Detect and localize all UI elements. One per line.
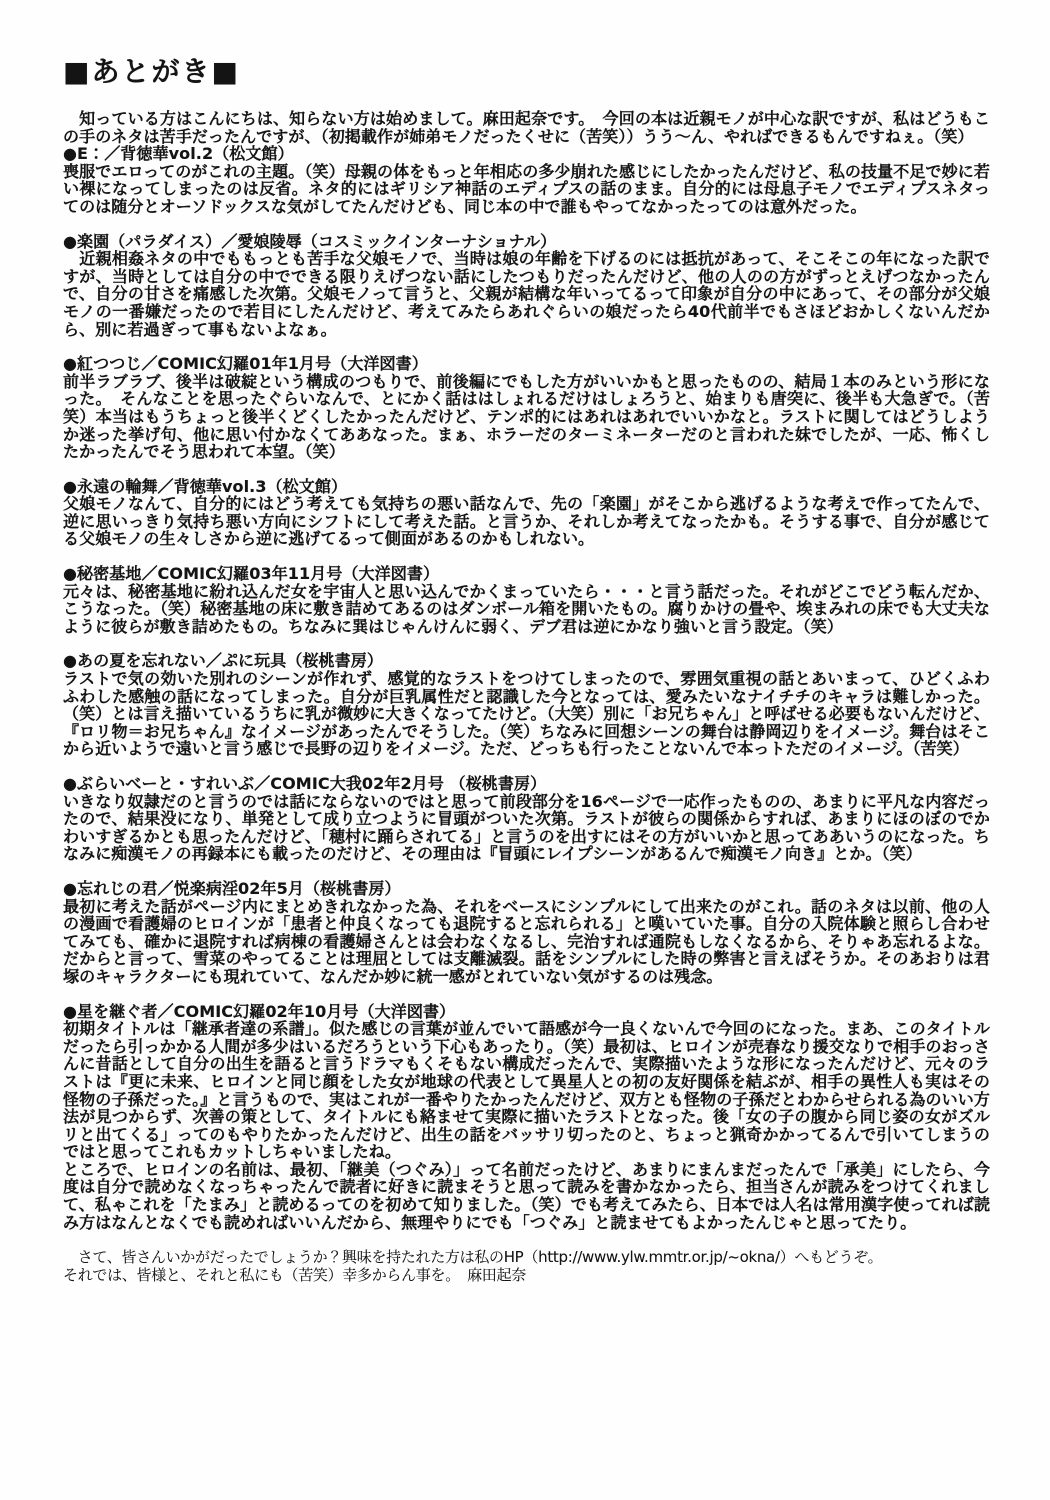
section-himitsu-kichi — [63, 565, 990, 635]
section-body-continued: ところで、ヒロインの名前は、最初、「継美（つぐみ）」って名前だったけど、あまりにまんまだったんで「承美」にしたら、今度は自分で読めなくなっちゃったんで読者に好きに読まそうと思って読みを書かなかったら、担当さんが読みをつけてくれまして、私ゃこれを「たまみ」と読めるってのを初めて知りました。（笑）でも考えてみたら、日本では人名は常用漢字使ってれば読み方はなんとなくでも読めればいいんだから、無理やりにでも「つぐみ」と読ませてもよかったんじゃと思ってたり。 — [63, 1159, 990, 1232]
intro-paragraph: 知っている方はこんにちは、知らない方は始めまして。麻田起奈です。 今回の本は近親モノが中心な訳ですが、私はどうもこの手のネタは苦手だったんですが、（初掲載作が姉弟モノだったくせに（苦笑））うう～ん、やればできるもんですねぇ。（笑） — [63, 109, 990, 146]
section-heading: ●E：／背徳華vol.2（松文館） — [63, 144, 294, 164]
section-body: 喪服でエロってのがこれの主題。（笑）母親の体をもっと年相応の多少崩れた感じにしたかったんだけど、私の技量不足で妙に若い裸になってしまったのは反省。ネタ的にはギリシア神話のエディプスの話のまま。自分的には母息子モノでエディプスネタってのは随分とオーソドックスな気がしてたんだけども、同じ本の中で誰もやってなかったってのは意外だった。 — [63, 161, 990, 216]
section-hoshi-wo-tsugu-mono — [63, 1003, 990, 1232]
section-body: 父娘モノなんて、自分的にはどう考えても気持ちの悪い話なんで、先の「楽園」がそこから逃げるような考えで作ってたんで、逆に思いっきり気持ち悪い方向にシフトにして考えた話。と言うか、それしか考えてなったかも。そうする事で、自分が感じてる父娘モノの生々しさから逆に逃げてるって側面があるのかもしれない。 — [63, 494, 990, 549]
section-heading: ●星を継ぐ者／COMIC幻羅02年10月号（大洋図書） — [63, 1001, 456, 1021]
section-heading: ●永遠の輪舞／背徳華vol.3（松文館） — [63, 476, 348, 496]
section-ano-natsu — [63, 652, 990, 758]
section-body: 初期タイトルは「継承者達の系譜」。似た感じの言葉が並んでいて語感が今一良くないんで今回のになった。まあ、このタイトルだったら引っかかる人間が多少はいるだろうという下心もあったり。（笑）最初は、ヒロインが売春なり援交なりで相手のおっさんに昔話として自分の出生を語ると言うドラマもくそもない構成だったんで、実際描いたような形になったんだけど、元々のラストは『更に未来、ヒロインと同じ顔をした女が地球の代表として異星人との初の友好関係を結ぶが、相手の異性人も実はその怪物の子孫だった。』と言うもので、実はこれが一番やりたかったんだけど、双方とも怪物の子孫だとわからせられる為のいい方法が見つからず、次善の策として、タイトルにも絡ませて実際に描いたラストとなった。後「女の子の腹から同じ姿の女がズルリと出てくる」ってのもやりたかったんだけど、出生の話をバッサリ切ったのと、ちょっと猟奇かかってるんで引いてしまうのではと思ってこれもカットしちゃいましたね。 — [63, 1019, 990, 1162]
section-heading: ●あの夏を忘れない／ぷに玩具（桜桃書房） — [63, 651, 383, 671]
section-benitsutsuji — [63, 355, 990, 461]
section-heading: ●秘密基地／COMIC幻羅03年11月号（大洋図書） — [63, 564, 440, 584]
section-heading: ●紅つつじ／COMIC幻羅01年1月号（大洋図書） — [63, 354, 428, 374]
section-body: いきなり奴隷だのと言うのでは話にならないのではと思って前段部分を16ページで一応作ったものの、あまりに平凡な内容だったので、結果没になり、単発として成り立つように冒頭がついた次第。ラストが彼らの関係からすれば、あまりにほのぼのでかわいすぎるかとも思ったんだけど、「穂村に踊らされてる」と言うのを出すにはその方がいいかと思ってああいうのになった。ちなみに痴漢モノの再録本にも載ったのだけど、その理由は『冒頭にレイプシーンがあるんで痴漢モノ向き』とか。（笑） — [63, 791, 990, 864]
section-body: 前半ラブラブ、後半は破綻という構成のつもりで、前後編にでもした方がいいかもと思ったものの、結局１本のみという形になった。 そんなことを思ったぐらいなんで、とにかく話ははしょれるだけはしょろうと、始まりも唐突に、後半も大急ぎで。（苦笑）本当はもうちょっと後半くどくしたかったんだけど、テンポ的にはあれはあれでいいかなと。ラストに関してはどうしようか迷った挙げ句、他に思い付かなくてああなった。まぁ、ホラーだのターミネーターだのと言われた妹でしたが、一応、怖くしたかったんでそう思われて本望。（笑） — [63, 371, 990, 462]
section-body: 近親相姦ネタの中でももっとも苦手な父娘モノで、当時は娘の年齢を下げるのには抵抗があって、そこそこの年になった訳ですが、当時としては自分の中でできる限りえげつない話にしたつもりだったんだけど、他の人のの方がずっとえげつなかったんで、自分の甘さを痛感した次第。父娘モノって言うと、父親が結構な年いってるって印象が自分の中にあって、その部分が父娘モノの一番嫌だったので若目にしたんだけど、考えてみたらあれぐらいの娘だったら40代前半でもさほどおかしくないんだから、別に若過ぎって事もないよなぁ。 — [63, 249, 990, 339]
section-body: ラストで気の効いた別れのシーンが作れず、感覚的なラストをつけてしまったので、雰囲気重視の話とあいまって、ひどくふわふわした感触の話になってしまった。自分が巨乳属性だと認識した今となっては、愛みたいなナイチチのキャラは難しかった。（笑）とは言え描いているうちに乳が微妙に大きくなってたけど。（大笑）別に「お兄ちゃん」と呼ばせる必要もないんだけど、『ロリ物＝お兄ちゃん』なイメージがあったんでそうした。（笑）ちなみに回想シーンの舞台は静岡辺りをイメージ。舞台はそこから近いようで遠いと言う感じで長野の辺りをイメージ。ただ、どっちも行ったことないんで本っトただのイメージ。（苦笑） — [63, 669, 990, 759]
closing-block — [63, 1248, 990, 1284]
section-heading: ●忘れじの君／悦楽病淫02年5月（桜桃書房） — [63, 878, 401, 898]
closing-line-signature: それでは、皆様と、それと私にも（苦笑）幸多からん事を。 麻田起奈 — [63, 1266, 526, 1285]
section-heading: ●楽園（パラダイス）／愛娘陵辱（コスミックインターナショナル） — [63, 231, 557, 251]
section-private-slave — [63, 775, 990, 863]
section-body: 最初に考えた話がページ内にまとめきれなかった為、それをベースにシンプルにして出来たのがこれ。話のネタは以前、他の人の漫画で看護婦のヒロインが「患者と仲良くなっても退院すると忘れられる」と嘆いていた事。自分の入院体験と照らし合わせてみても、確かに退院すれば病棟の看護婦さんとは会わなくなるし、完治すれば通院もしなくなるから、そりゃあ忘れるよな。だからと言って、雪菜のやってることは理屈としては支離滅裂。話をシンプルにした時の弊害と言えばそうか。そのあおりは君塚のキャラクターにも現れていて、なんだか妙に統一感がとれていない気がするのは残念。 — [63, 896, 990, 986]
section-rakuen — [63, 233, 990, 339]
section-wasureji-no-kimi — [63, 880, 990, 986]
section-heading: ●ぶらいべーと・すれいぶ／COMIC大我02年2月号 （桜桃書房） — [63, 774, 547, 793]
section-e — [63, 145, 990, 215]
closing-line-hp-url: さて、皆さんいかがだったでしょうか？興味を持たれた方は私のHP（http://www.ylw.mmtr.or.jp/~okna/）へもどうぞ。 — [63, 1248, 883, 1267]
page-title: ■あとがき■ — [63, 55, 240, 88]
section-eien-no-rinbu — [63, 478, 990, 548]
section-body: 元々は、秘密基地に紛れ込んだ女を宇宙人と思い込んでかくまっていたら・・・と言う話だった。それがどこでどう転んだか、こうなった。（笑）秘密基地の床に敷き詰めてあるのはダンボール箱を開いたもの。腐りかけの畳や、埃まみれの床でも大丈夫なように彼らが敷き詰めたもの。ちなみに巽はじゃんけんに弱く、デブ君は逆にかなり強いと言う設定。（笑） — [63, 581, 990, 636]
